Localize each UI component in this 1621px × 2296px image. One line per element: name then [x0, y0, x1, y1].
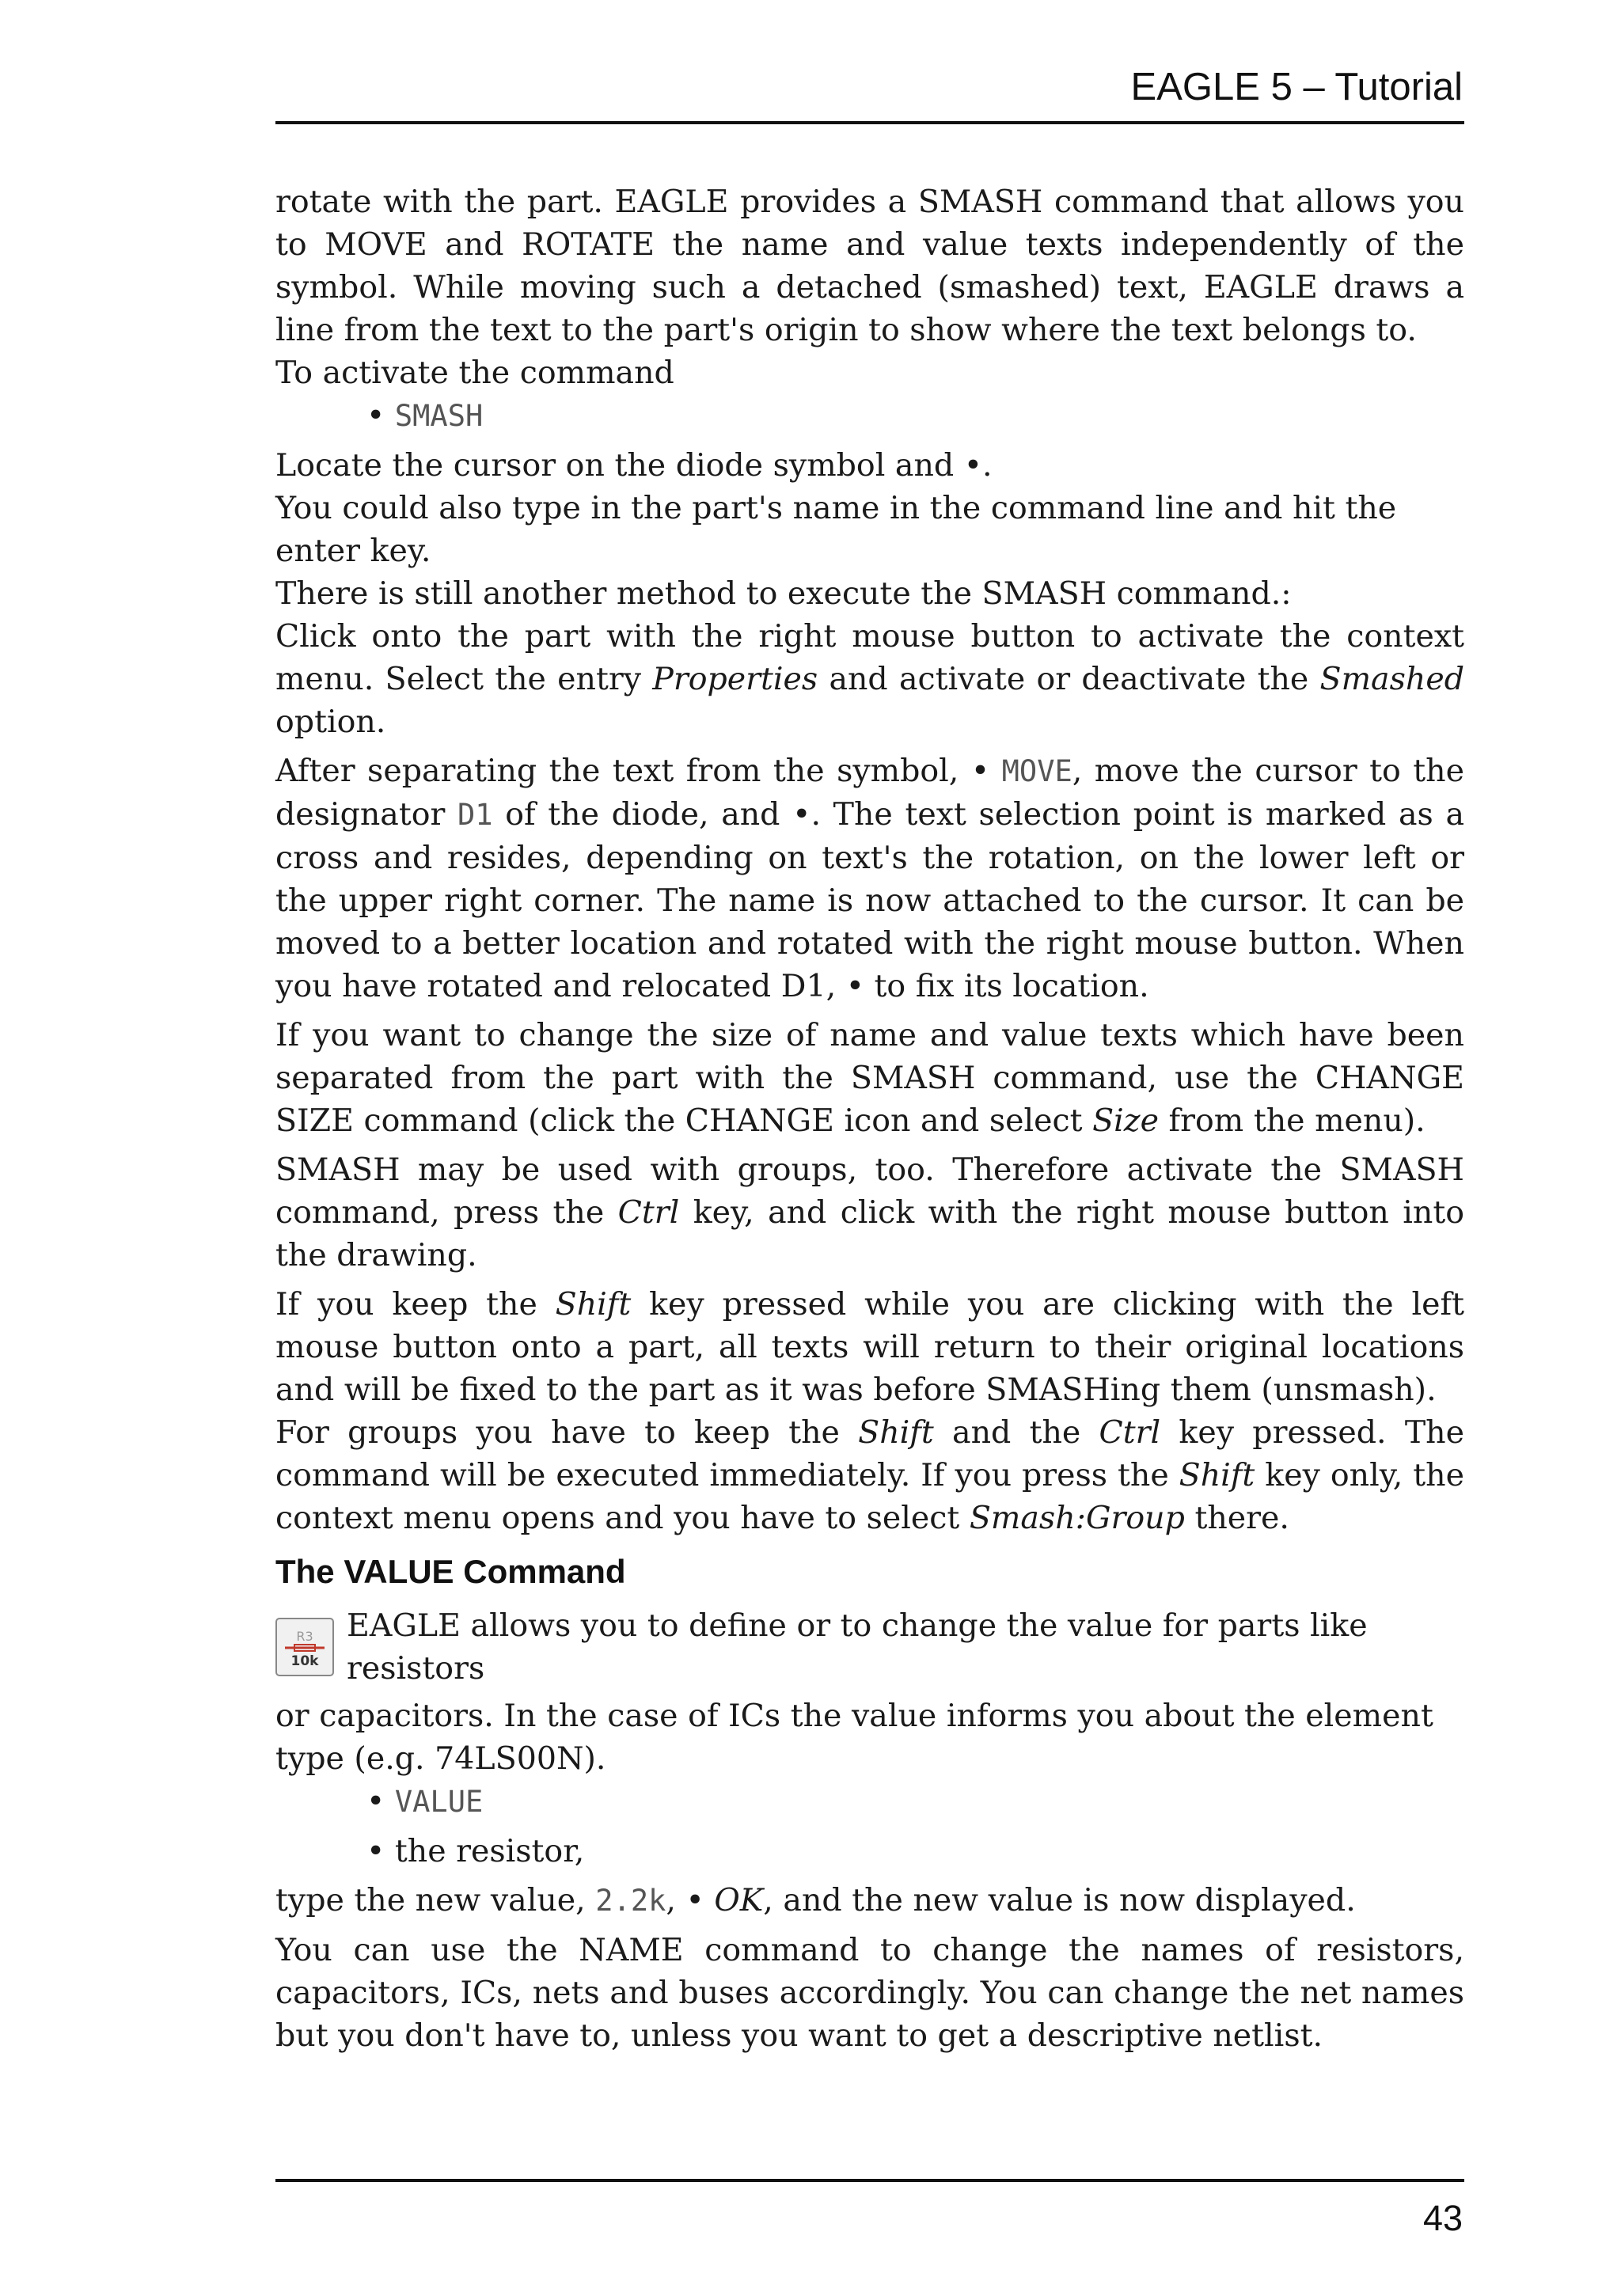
paragraph-change-size: If you want to change the size of name and value texts which have been separated from the part with the SMASH command, use the CHANGE SIZE command (click the CHANGE icon and select Size from the menu).: [275, 1017, 1464, 1139]
term-ctrl: Ctrl: [1099, 1414, 1161, 1451]
paragraph-value-intro: or capacitors. In the case of ICs the value informs you about the element type (e.g. 74LS00N).: [275, 1698, 1433, 1777]
paragraph-another-method: There is still another method to execute the SMASH command.:: [275, 575, 1292, 612]
footer-rule: [275, 2179, 1464, 2182]
bullet-symbol: •: [845, 968, 864, 1004]
bullet-symbol: •: [366, 1833, 385, 1869]
bullet-symbol: •: [963, 447, 983, 484]
paragraph-move-designator: After separating the text from the symbol, • MOVE, move the cursor to the designator D1 of the diode, and •. The text selection point is marked as a cross and resides, depending on text's the rotation, on the lower left or the upper right corner. The name is now attached to the cursor. It can be moved to a better location and rotated with the right mouse button. When you have rotated and relocated D1, • to fix its location.: [275, 753, 1465, 1004]
designator-d1: D1: [457, 798, 493, 832]
list-item-smash: [275, 394, 1464, 438]
term-properties: Properties: [652, 661, 818, 697]
term-smash-group: Smash:Group: [969, 1500, 1185, 1536]
value-intro-a: EAGLE allows you to define or to change the value for parts like resistors: [347, 1607, 1368, 1687]
value-intro-line: [275, 1604, 1464, 1690]
term-shift: Shift: [1179, 1457, 1255, 1493]
paragraph-type-name: You could also type in the part's name in the command line and hit the enter key.: [275, 490, 1397, 569]
paragraph-name-command: You can use the NAME command to change the names of resistors, capacitors, ICs, nets and buses accordingly. You can change the net names but you don't have to, unless you want to get a descriptive netlist.: [275, 1932, 1464, 2054]
list-item-resistor: • the resistor,: [366, 1833, 585, 1869]
value-2-2k: 2.2k: [595, 1884, 666, 1918]
page-number: 43: [1422, 2198, 1463, 2238]
term-ctrl: Ctrl: [617, 1194, 680, 1231]
paragraph-context-menu: Click onto the part with the right mouse button to activate the context menu. Select the entry Properties and activate or deactivate the Smashed option.: [275, 618, 1464, 740]
bullet-symbol: •: [366, 397, 385, 434]
bullet-symbol: •: [792, 796, 811, 833]
term-smashed: Smashed: [1319, 661, 1464, 697]
list-item-value: [275, 1780, 1464, 1824]
running-header: EAGLE 5 – Tutorial: [1130, 66, 1463, 108]
command-smash: SMASH: [394, 399, 484, 433]
term-size: Size: [1092, 1102, 1159, 1139]
term-shift: Shift: [555, 1286, 632, 1323]
paragraph-smash-groups: SMASH may be used with groups, too. Therefore activate the SMASH command, press the Ctrl key, and click with the right mouse button into the drawing.: [275, 1152, 1464, 1273]
value-command-icon: [275, 1618, 334, 1676]
paragraph-smash-intro: rotate with the part. EAGLE provides a SMASH command that allows you to MOVE and ROTATE the name and value texts independently of the symbol. While moving such a detached (smashed) text, EAGLE draws a line from the text to the part's origin to show where the text belongs to.: [275, 184, 1464, 348]
value-icon-label-top: R3: [296, 1629, 313, 1644]
bullet-symbol: •: [366, 1783, 385, 1820]
paragraph-type-value: type the new value, 2.2k, • OK, and the new value is now displayed.: [275, 1882, 1356, 1918]
bullet-symbol: •: [685, 1882, 704, 1918]
section-heading-value: The VALUE Command: [275, 1553, 626, 1590]
term-shift: Shift: [858, 1414, 934, 1451]
command-move: MOVE: [1001, 754, 1072, 788]
term-ok: OK: [714, 1882, 764, 1918]
value-icon-label-bottom: 10k: [290, 1653, 319, 1669]
paragraph-groups-shift-ctrl: For groups you have to keep the Shift and the Ctrl key pressed. The command will be executed immediately. If you press the Shift key only, the context menu opens and you have to select Smash:Group there.: [275, 1414, 1465, 1536]
command-value: VALUE: [394, 1785, 484, 1819]
header-rule: [275, 121, 1464, 124]
paragraph-activate: To activate the command: [275, 355, 674, 391]
paragraph-unsmash: If you keep the Shift key pressed while you are clicking with the left mouse button onto a part, all texts will return to their original locations and will be fixed to the part as it was before SMASHing them (unsmash).: [275, 1286, 1464, 1408]
bullet-symbol: •: [970, 753, 990, 789]
page-body: [275, 180, 1464, 2063]
paragraph-locate-cursor: Locate the cursor on the diode symbol and •.: [275, 447, 993, 484]
